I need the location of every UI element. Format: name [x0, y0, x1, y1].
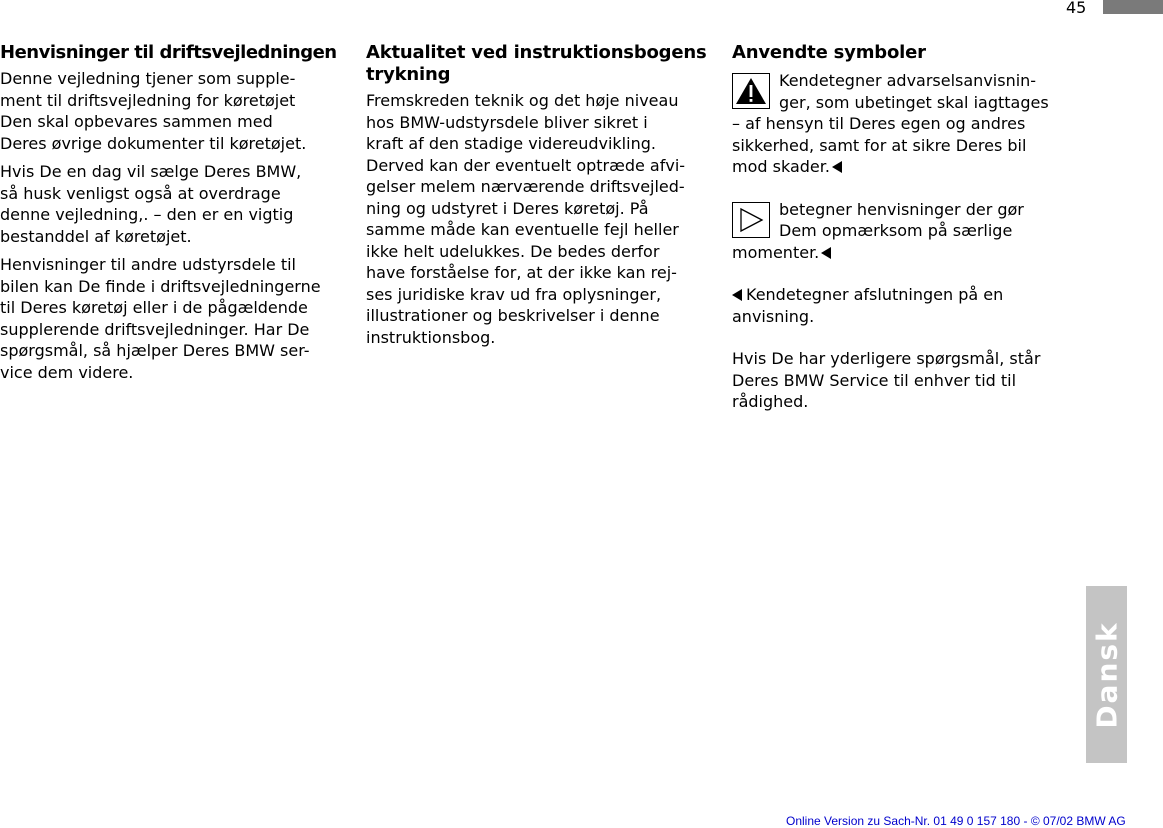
- end-marker-icon: [832, 161, 842, 173]
- text-line: Fremskreden teknik og det høje niveau: [366, 91, 679, 110]
- paragraph: [0, 161, 352, 247]
- text-line: samme måde kan eventuelle fejl heller: [366, 220, 679, 239]
- text-line: kraft af den stadige videreudvikling.: [366, 134, 656, 153]
- text-line: have forståelse for, at der ikke kan rej-: [366, 263, 677, 282]
- text-line: Hvis De har yderligere spørgsmål, står: [732, 349, 1041, 368]
- text-line: momenter.: [732, 242, 820, 262]
- text-line: Kendetegner afslutningen på en: [746, 285, 1004, 304]
- page-number: 45: [1066, 0, 1087, 17]
- text-line: ger, som ubetinget skal iagttages: [779, 92, 1049, 112]
- paragraph: [0, 68, 352, 154]
- warning-triangle-icon: [732, 73, 770, 109]
- page-number-bar: [1103, 0, 1163, 14]
- section-driftsvejledning: [0, 42, 352, 383]
- text-line: rådighed.: [732, 392, 809, 411]
- paragraph: [366, 90, 716, 348]
- text-line: mod skader.: [732, 157, 830, 176]
- section-heading: Henvisninger til driftsvejledningen: [0, 42, 337, 63]
- text-line: Denne vejledning tjener som supple-: [0, 69, 296, 88]
- text-line: sikkerhed, samt for at sikre Deres bil: [732, 135, 1027, 155]
- language-tab-label: Dansk: [1090, 620, 1123, 729]
- section-heading: Anvendte symboler: [732, 42, 926, 63]
- text-line: hos BMW-udstyrsdele bliver sikret i: [366, 112, 648, 132]
- end-marker-icon: [821, 247, 831, 259]
- section-aktualitet: [366, 42, 716, 348]
- text-line: illustrationer og beskrivelser i denne: [366, 306, 660, 325]
- text-line: til Deres køretøj eller i de pågældende: [0, 298, 308, 317]
- language-tab: [1086, 586, 1127, 763]
- text-line: ses juridiske krav ud fra oplysninger,: [366, 284, 662, 304]
- text-line: instruktionsbog.: [366, 327, 496, 347]
- section-heading: [366, 42, 716, 86]
- text-line: denne vejledning,. – den er en vigtig: [0, 205, 294, 224]
- text-line: Hvis De en dag vil sælge Deres BMW,: [0, 162, 302, 181]
- text-line: vice dem videre.: [0, 362, 134, 382]
- heading-line: Aktualitet ved instruktionsbogens: [366, 42, 707, 63]
- end-marker-block: [732, 284, 1077, 327]
- paragraph: [0, 254, 352, 383]
- text-line: gelser melem nærværende driftsvejled-: [366, 177, 685, 196]
- text-line: Kendetegner advarselsanvisnin-: [779, 71, 1037, 90]
- contact-block: [732, 348, 1077, 413]
- text-line: ikke helt udelukkes. De bedes derfor: [366, 241, 660, 261]
- text-line: spørgsmål, så hjælper Deres BMW ser-: [0, 341, 310, 360]
- text-line: bilen kan De finde i driftsvejledningerne: [0, 276, 321, 296]
- text-line: Henvisninger til andre udstyrsdele til: [0, 255, 296, 274]
- text-line: betegner henvisninger der gør: [779, 199, 1024, 219]
- text-line: Derved kan der eventuelt optræde afvi-: [366, 155, 686, 175]
- play-arrow-icon: [732, 202, 770, 238]
- text-line: ment til driftsvejledning for køretøjet: [0, 90, 296, 110]
- heading-line: trykning: [366, 64, 451, 85]
- text-line: – af hensyn til Deres egen og andres: [732, 114, 1026, 133]
- text-line: anvisning.: [732, 306, 815, 326]
- text-line: ning og udstyret i Deres køretøj. På: [366, 198, 649, 218]
- note-symbol-block: [732, 199, 1077, 264]
- text-line: Dem opmærksom på særlige: [779, 221, 1013, 240]
- section-symboler: [732, 42, 1077, 413]
- footer-copyright: Online Version zu Sach-Nr. 01 49 0 157 180 - © 07/02 BMW AG: [786, 814, 1126, 828]
- text-line: bestanddel af køretøjet.: [0, 226, 192, 246]
- text-line: Deres BMW Service til enhver tid til: [732, 370, 1017, 390]
- text-line: supplerende driftsvejledninger. Har De: [0, 319, 310, 339]
- end-marker-icon: [732, 289, 742, 301]
- text-line: Deres øvrige dokumenter til køretøjet.: [0, 133, 307, 153]
- text-line: Den skal opbevares sammen med: [0, 112, 273, 131]
- text-line: så husk venligst også at overdrage: [0, 183, 281, 203]
- warning-symbol-block: [732, 70, 1077, 178]
